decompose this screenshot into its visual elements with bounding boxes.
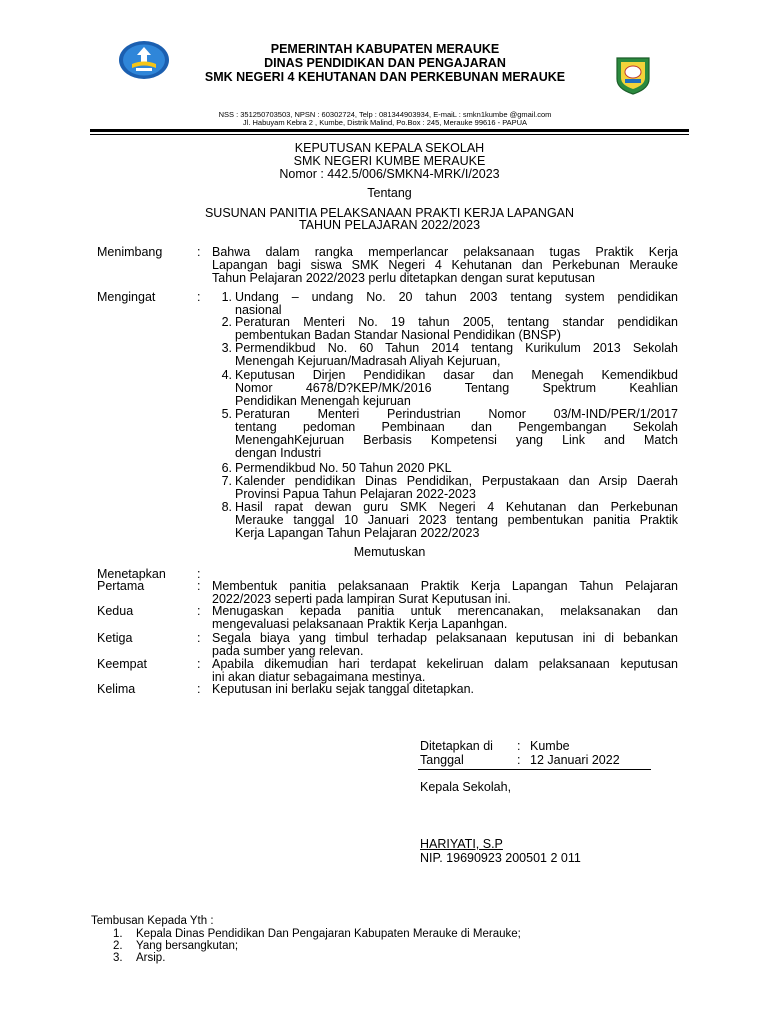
list-item-number: 1.: [221, 290, 232, 304]
decision-colon: :: [197, 631, 201, 645]
text-line: Menugaskan kepada panitia untuk merencanakan, melaksanakan dan: [212, 604, 678, 618]
place-label: Ditetapkan di: [420, 739, 493, 753]
tembusan-item: Arsip.: [136, 952, 166, 964]
decree-school: SMK NEGERI KUMBE MERAUKE: [293, 154, 486, 168]
date-value: 12 Januari 2022: [530, 753, 620, 767]
text-line: Permendikbud No. 50 Tahun 2020 PKL: [235, 461, 452, 475]
date-colon: :: [517, 753, 521, 767]
text-line: nasional: [235, 303, 282, 317]
decision-colon: :: [197, 604, 201, 618]
menimbang-text: [212, 246, 678, 285]
decree-subject-year: TAHUN PELAJARAN 2022/2023: [298, 218, 481, 232]
list-item-number: 2.: [221, 315, 232, 329]
decree-number: Nomor : 442.5/006/SMKN4-MRK/I/2023: [279, 167, 500, 181]
text-line: Peraturan Menteri Perindustrian Nomor 03/M-IND/PER/1/2017: [235, 407, 678, 421]
text-line: Undang – undang No. 20 tahun 2003 tentang system pendidikan: [235, 290, 678, 304]
tembusan-number: 1.: [113, 928, 123, 940]
right-logo: [613, 55, 653, 95]
decision-label: Kelima: [97, 682, 136, 696]
decree-subject: SUSUNAN PANITIA PELAKSANAAN PRAKTI KERJA LAPANGAN: [204, 206, 575, 220]
list-item: [235, 475, 678, 501]
place-colon: :: [517, 739, 521, 753]
decision-text: [212, 658, 678, 684]
text-line: Pendidikan Menengah kejuruan: [235, 394, 411, 408]
decision-text: [212, 605, 678, 631]
text-line: pada sumber yang relevan.: [212, 644, 364, 658]
letterhead-rule-thin: [90, 134, 689, 135]
decision-colon: :: [197, 682, 201, 696]
place-value: Kumbe: [530, 739, 570, 753]
list-item-number: 8.: [221, 500, 232, 514]
text-line: ini akan diatur sebagaimana mestinya.: [212, 670, 426, 684]
mengingat-colon: :: [197, 290, 201, 304]
list-item-number: 6.: [221, 461, 232, 475]
text-line: Lapangan bagi siswa SMK Negeri 4 Kehutanan dan Perkebunan Merauke: [212, 258, 678, 272]
text-line: Peraturan Menteri No. 19 tahun 2005, tentang standar pendidikan: [235, 315, 678, 329]
text-line: 2022/2023 seperti pada lampiran Surat Keputusan ini.: [212, 592, 511, 606]
menetapkan-label: Menetapkan: [97, 567, 166, 581]
list-item: [235, 291, 678, 317]
decree-tentang: Tentang: [367, 186, 412, 200]
memutuskan-heading: Memutuskan: [353, 545, 426, 559]
tembusan-number: 2.: [113, 940, 123, 952]
decision-label: Keempat: [97, 657, 148, 671]
tembusan-number: 3.: [113, 952, 123, 964]
list-item: [235, 316, 678, 342]
letterhead-rule-thick: [90, 129, 689, 132]
decision-text: [212, 632, 678, 658]
text-line: mengevaluasi pelaksanaan Praktik Kerja Lapanhgan.: [212, 617, 508, 631]
text-line: Menengah Kejuruan/Madrasah Aliyah Kejuruan,: [235, 354, 501, 368]
signatory-position: Kepala Sekolah,: [420, 780, 512, 794]
text-line: Apabila dikemudian hari terdapat kekeliruan dalam pelaksanaan keputusan: [212, 657, 678, 671]
signatory-name: HARIYATI, S.P: [420, 837, 503, 851]
text-line: Kerja Lapangan Tahun Pelajaran 2022/2023: [235, 526, 480, 540]
text-line: Keputusan ini berlaku sejak tanggal ditetapkan.: [212, 682, 474, 696]
list-item-number: 3.: [221, 341, 232, 355]
tembusan-item: Kepala Dinas Pendidikan Dan Pengajaran Kabupaten Merauke di Merauke;: [136, 928, 521, 940]
decision-text: [212, 683, 678, 696]
text-line: MenengahKejuruan Berbasis Kompetensi yang Link and Match: [235, 433, 678, 447]
text-line: Segala biaya yang timbul terhadap pelaksanaan keputusan ini di bebankan: [212, 631, 678, 645]
signatory-nip: NIP. 19690923 200501 2 011: [420, 851, 581, 865]
text-line: Bahwa dalam rangka memperlancar pelaksanaan tugas Praktik Kerja: [212, 245, 678, 259]
text-line: Kalender pendidikan Dinas Pendidikan, Perpustakaan dan Arsip Daerah: [235, 474, 678, 488]
merauke-regency-emblem-icon: [613, 55, 653, 95]
text-line: Membentuk panitia pelaksanaan Praktik Kerja Lapangan Tahun Pelajaran: [212, 579, 678, 593]
date-label: Tanggal: [420, 753, 464, 767]
menimbang-label: Menimbang: [97, 245, 163, 259]
decision-text: [212, 580, 678, 606]
department-name: DINAS PENDIDIKAN DAN PENGAJARAN: [264, 56, 506, 70]
text-line: Permendikbud No. 60 Tahun 2014 tentang Kurikulum 2013 Sekolah: [235, 341, 678, 355]
decree-title: KEPUTUSAN KEPALA SEKOLAH: [294, 141, 485, 155]
decision-colon: :: [197, 579, 201, 593]
text-line: dengan Industri: [235, 446, 322, 460]
text-line: Keputusan Dirjen Pendidikan dasar dan Menegah Kemendikbud: [235, 368, 678, 382]
text-line: Nomor 4678/D?KEP/MK/2016 Tentang Spektrum Keahlian: [235, 381, 678, 395]
government-name: PEMERINTAH KABUPATEN MERAUKE: [270, 42, 500, 56]
text-line: Hasil rapat dewan guru SMK Negeri 4 Kehutanan dan Perkebunan: [235, 500, 678, 514]
menimbang-colon: :: [197, 245, 201, 259]
list-item-number: 7.: [221, 474, 232, 488]
list-item: [235, 342, 678, 368]
list-item: [235, 369, 678, 408]
tembusan-item: Yang bersangkutan;: [136, 940, 239, 952]
text-line: Tahun Pelajaran 2022/2023 perlu ditetapkan dengan surat keputusan: [212, 271, 595, 285]
tembusan-title: Tembusan Kepada Yth :: [91, 915, 214, 927]
school-address: Jl. Habuyam Kebra 2 , Kumbe, Distrik Malind, Po.Box : 245, Merauke 99616 - PAPUA: [242, 118, 528, 127]
list-item-number: 4.: [221, 368, 232, 382]
menetapkan-colon: :: [197, 567, 201, 581]
decision-colon: :: [197, 657, 201, 671]
date-underline: [418, 769, 651, 770]
text-line: pembentukan Badan Standar Nasional Pendidikan (BNSP): [235, 328, 561, 342]
decision-label: Pertama: [97, 579, 145, 593]
decision-label: Kedua: [97, 604, 134, 618]
list-item: [235, 501, 678, 540]
decision-label: Ketiga: [97, 631, 133, 645]
school-contact: NSS : 351250703503, NPSN : 60302724, Telp : 081344903934, E-maiL : smkn1kumbe @gmail.com: [218, 110, 552, 119]
text-line: tentang pedoman Pembinaan dan Pengembangan Sekolah: [235, 420, 678, 434]
list-item-number: 5.: [221, 407, 232, 421]
list-item: [235, 408, 678, 460]
text-line: Provinsi Papua Tahun Pelajaran 2022-2023: [235, 487, 476, 501]
text-line: Merauke tanggal 10 Januari 2023 tentang pembentukan panitia Praktik: [235, 513, 678, 527]
school-name: SMK NEGERI 4 KEHUTANAN DAN PERKEBUNAN MERAUKE: [204, 70, 566, 84]
mengingat-label: Mengingat: [97, 290, 156, 304]
